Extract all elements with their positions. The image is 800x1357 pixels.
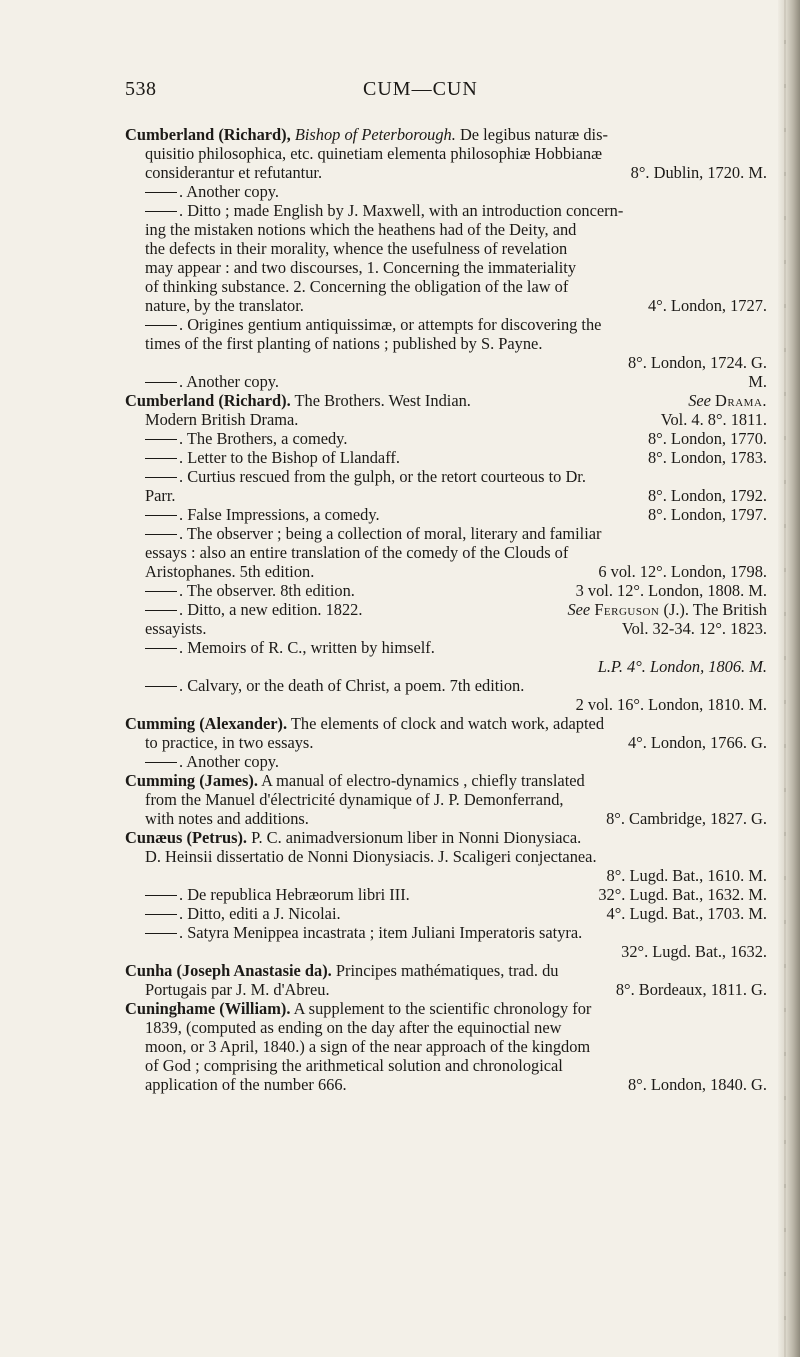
imprint: 32°. Lugd. Bat., 1632. M. xyxy=(598,885,767,904)
entry-text: Aristophanes. 5th edition. xyxy=(145,562,315,581)
entry-text: The Brothers. West Indian. xyxy=(294,391,471,410)
imprint: 8°. Cambridge, 1827. G. xyxy=(606,809,767,828)
entry-line xyxy=(125,980,775,999)
entry-line xyxy=(125,752,775,771)
imprint: 8°. Bordeaux, 1811. G. xyxy=(615,980,767,999)
ditto-dash xyxy=(145,648,177,649)
entry-line xyxy=(125,220,775,239)
entry-line xyxy=(125,562,775,581)
entry-line xyxy=(125,391,775,410)
entry-text: . Another copy. xyxy=(179,372,279,391)
entry-line xyxy=(125,923,775,942)
entry-line xyxy=(125,334,775,353)
entry-line xyxy=(125,486,775,505)
ditto-dash xyxy=(145,762,177,763)
imprint: M. xyxy=(748,372,767,391)
entry-line xyxy=(125,847,775,866)
entry-text: . Curtius rescued from the gulph, or the retort courteous to Dr. xyxy=(179,467,586,486)
imprint: 8°. London, 1770. xyxy=(647,429,767,448)
entry-line xyxy=(125,581,775,600)
entry-line xyxy=(125,1056,775,1075)
entry-line xyxy=(125,866,775,885)
entry-text: . Satyra Menippea incastrata ; item Juliani Imperatoris satyra. xyxy=(179,923,583,942)
imprint: 8°. Lugd. Bat., 1610. M. xyxy=(606,866,767,885)
imprint: 8°. London, 1792. xyxy=(647,486,767,505)
imprint: 4°. Lugd. Bat., 1703. M. xyxy=(606,904,767,923)
entry-text: may appear : and two discourses, 1. Concerning the immateriality xyxy=(145,258,577,277)
entry-text: Modern British Drama. xyxy=(145,410,299,429)
entry-text: the defects in their morality, whence the usefulness of revelation xyxy=(145,239,568,258)
cross-reference: Ferguson xyxy=(594,600,660,619)
imprint: 8°. Dublin, 1720. M. xyxy=(630,163,767,182)
entry-text: to practice, in two essays. xyxy=(145,733,314,752)
entry-title-italic: Bishop of Peterborough. xyxy=(294,125,456,144)
entry-line xyxy=(125,467,775,486)
entry-line xyxy=(125,201,775,220)
imprint: 4°. London, 1727. xyxy=(647,296,767,315)
page-number: 538 xyxy=(125,78,157,100)
entry-text: from the Manuel d'électricité dynamique of J. P. Demonferrand, xyxy=(145,790,564,809)
ditto-dash xyxy=(145,515,177,516)
entry-text: . Origines gentium antiquissimæ, or attempts for discovering the xyxy=(179,315,602,334)
entry-text: . Another copy. xyxy=(179,752,279,771)
entry-heading: Cunha (Joseph Anastasie da). xyxy=(125,961,332,980)
entry-text: application of the number 666. xyxy=(145,1075,347,1094)
entry-text: . Letter to the Bishop of Llandaff. xyxy=(179,448,400,467)
entry-line xyxy=(125,828,775,847)
entry-line xyxy=(125,353,775,372)
entry-text: 1839, (computed as ending on the day after the equinoctial new xyxy=(145,1018,562,1037)
entry-text: Principes mathématiques, trad. du xyxy=(335,961,559,980)
entry-line xyxy=(125,258,775,277)
entry-line xyxy=(125,714,775,733)
entry-line xyxy=(125,999,775,1018)
entry-line xyxy=(125,448,775,467)
entry-line xyxy=(125,676,775,695)
imprint: 8°. London, 1783. xyxy=(647,448,767,467)
entry-text: considerantur et refutantur. xyxy=(145,163,323,182)
running-head xyxy=(125,78,765,104)
ditto-dash xyxy=(145,914,177,915)
ditto-dash xyxy=(145,591,177,592)
ditto-dash xyxy=(145,439,177,440)
entry-heading: Cuninghame (William). xyxy=(125,999,291,1018)
entry-text: essays : also an entire translation of the comedy of the Clouds of xyxy=(145,543,569,562)
entry-text: moon, or 3 April, 1840.) a sign of the near approach of the kingdom xyxy=(145,1037,591,1056)
imprint: 8°. London, 1797. xyxy=(647,505,767,524)
imprint: Vol. 32-34. 12°. 1823. xyxy=(621,619,767,638)
entry-line xyxy=(125,961,775,980)
entry-line xyxy=(125,1037,775,1056)
entry-heading: Cumming (James). xyxy=(125,771,258,790)
entry-line xyxy=(125,296,775,315)
entry-text: . The observer ; being a collection of moral, literary and familiar xyxy=(179,524,602,543)
entry-text: . False Impressions, a comedy. xyxy=(179,505,380,524)
entry-line xyxy=(125,429,775,448)
imprint: 3 vol. 12°. London, 1808. M. xyxy=(575,581,767,600)
catalogue-text xyxy=(125,125,775,1094)
entry-heading: Cumming (Alexander). xyxy=(125,714,288,733)
entry-line xyxy=(125,505,775,524)
entry-text: Parr. xyxy=(145,486,176,505)
imprint: 8°. London, 1724. G. xyxy=(627,353,767,372)
entry-line xyxy=(125,277,775,296)
entry-text: . Ditto, editi a J. Nicolai. xyxy=(179,904,341,923)
entry-text: with notes and additions. xyxy=(145,809,309,828)
entry-heading: Cumberland (Richard). xyxy=(125,391,291,410)
entry-text: ing the mistaken notions which the heathens had of the Deity, and xyxy=(145,220,577,239)
ditto-dash xyxy=(145,211,177,212)
entry-text: of God ; comprising the arithmetical solution and chronological xyxy=(145,1056,563,1075)
ditto-dash xyxy=(145,458,177,459)
entry-line xyxy=(125,885,775,904)
entry-line xyxy=(125,904,775,923)
entry-text: . The observer. 8th edition. xyxy=(179,581,355,600)
entry-text: essayists. xyxy=(145,619,207,638)
entry-text: . Calvary, or the death of Christ, a poem. 7th edition. xyxy=(179,676,525,695)
entry-line xyxy=(125,239,775,258)
entry-line xyxy=(125,125,775,144)
entry-text: De legibus naturæ dis- xyxy=(459,125,608,144)
running-title: CUM—CUN xyxy=(363,78,478,100)
entry-line xyxy=(125,182,775,201)
entry-line xyxy=(125,600,775,619)
entry-heading: Cumberland (Richard), xyxy=(125,125,291,144)
entry-line xyxy=(125,524,775,543)
ditto-dash xyxy=(145,325,177,326)
ditto-dash xyxy=(145,192,177,193)
entry-text: . De republica Hebræorum libri III. xyxy=(179,885,410,904)
page-edge-shadow xyxy=(778,0,800,1357)
ditto-dash xyxy=(145,686,177,687)
entry-line xyxy=(125,619,775,638)
entry-line xyxy=(125,144,775,163)
imprint: 6 vol. 12°. London, 1798. xyxy=(598,562,767,581)
entry-text: quisitio philosophica, etc. quinetiam elementa philosophiæ Hobbianæ xyxy=(145,144,603,163)
entry-text: D. Heinsii dissertatio de Nonni Dionysiacis. J. Scaligeri conjectanea. xyxy=(145,847,597,866)
entry-text: times of the first planting of nations ; published by S. Payne. xyxy=(145,334,543,353)
imprint: L.P. 4°. London, 1806. M. xyxy=(597,657,767,676)
entry-line xyxy=(125,1018,775,1037)
entry-line xyxy=(125,771,775,790)
imprint: 8°. London, 1840. G. xyxy=(627,1075,767,1094)
entry-text: Portugais par J. M. d'Abreu. xyxy=(145,980,330,999)
see-reference: See xyxy=(688,391,711,410)
entry-text: . The Brothers, a comedy. xyxy=(179,429,348,448)
entry-line xyxy=(125,657,775,676)
entry-line xyxy=(125,790,775,809)
cross-reference: Drama. xyxy=(715,391,767,410)
entry-text: . Memoirs of R. C., written by himself. xyxy=(179,638,435,657)
entry-line xyxy=(125,809,775,828)
ditto-dash xyxy=(145,534,177,535)
entry-heading: Cunæus (Petrus). xyxy=(125,828,248,847)
entry-line xyxy=(125,163,775,182)
entry-text: A supplement to the scientific chronology for xyxy=(293,999,592,1018)
entry-text: . Ditto, a new edition. 1822. xyxy=(179,600,363,619)
entry-line xyxy=(125,638,775,657)
see-reference: See xyxy=(567,600,591,619)
entry-line xyxy=(125,1075,775,1094)
imprint: 2 vol. 16°. London, 1810. M. xyxy=(575,695,767,714)
entry-text: A manual of electro-dynamics , chiefly translated xyxy=(261,771,585,790)
entry-text: The elements of clock and watch work, adapted xyxy=(290,714,605,733)
imprint: 4°. London, 1766. G. xyxy=(627,733,767,752)
imprint: 32°. Lugd. Bat., 1632. xyxy=(621,942,767,961)
entry-line xyxy=(125,733,775,752)
ditto-dash xyxy=(145,933,177,934)
imprint: Vol. 4. 8°. 1811. xyxy=(660,410,767,429)
entry-text: . Ditto ; made English by J. Maxwell, with an introduction concern- xyxy=(179,201,624,220)
cross-reference-tail: (J.). The British xyxy=(663,600,767,619)
entry-text: nature, by the translator. xyxy=(145,296,304,315)
entry-line xyxy=(125,410,775,429)
entry-line xyxy=(125,543,775,562)
entry-line xyxy=(125,315,775,334)
ditto-dash xyxy=(145,610,177,611)
ditto-dash xyxy=(145,477,177,478)
entry-text: of thinking substance. 2. Concerning the obligation of the law of xyxy=(145,277,569,296)
ditto-dash xyxy=(145,382,177,383)
entry-line xyxy=(125,942,775,961)
ditto-dash xyxy=(145,895,177,896)
entry-text: P. C. animadversionum liber in Nonni Dionysiaca. xyxy=(251,828,582,847)
entry-text: . Another copy. xyxy=(179,182,279,201)
entry-line xyxy=(125,372,775,391)
entry-line xyxy=(125,695,775,714)
